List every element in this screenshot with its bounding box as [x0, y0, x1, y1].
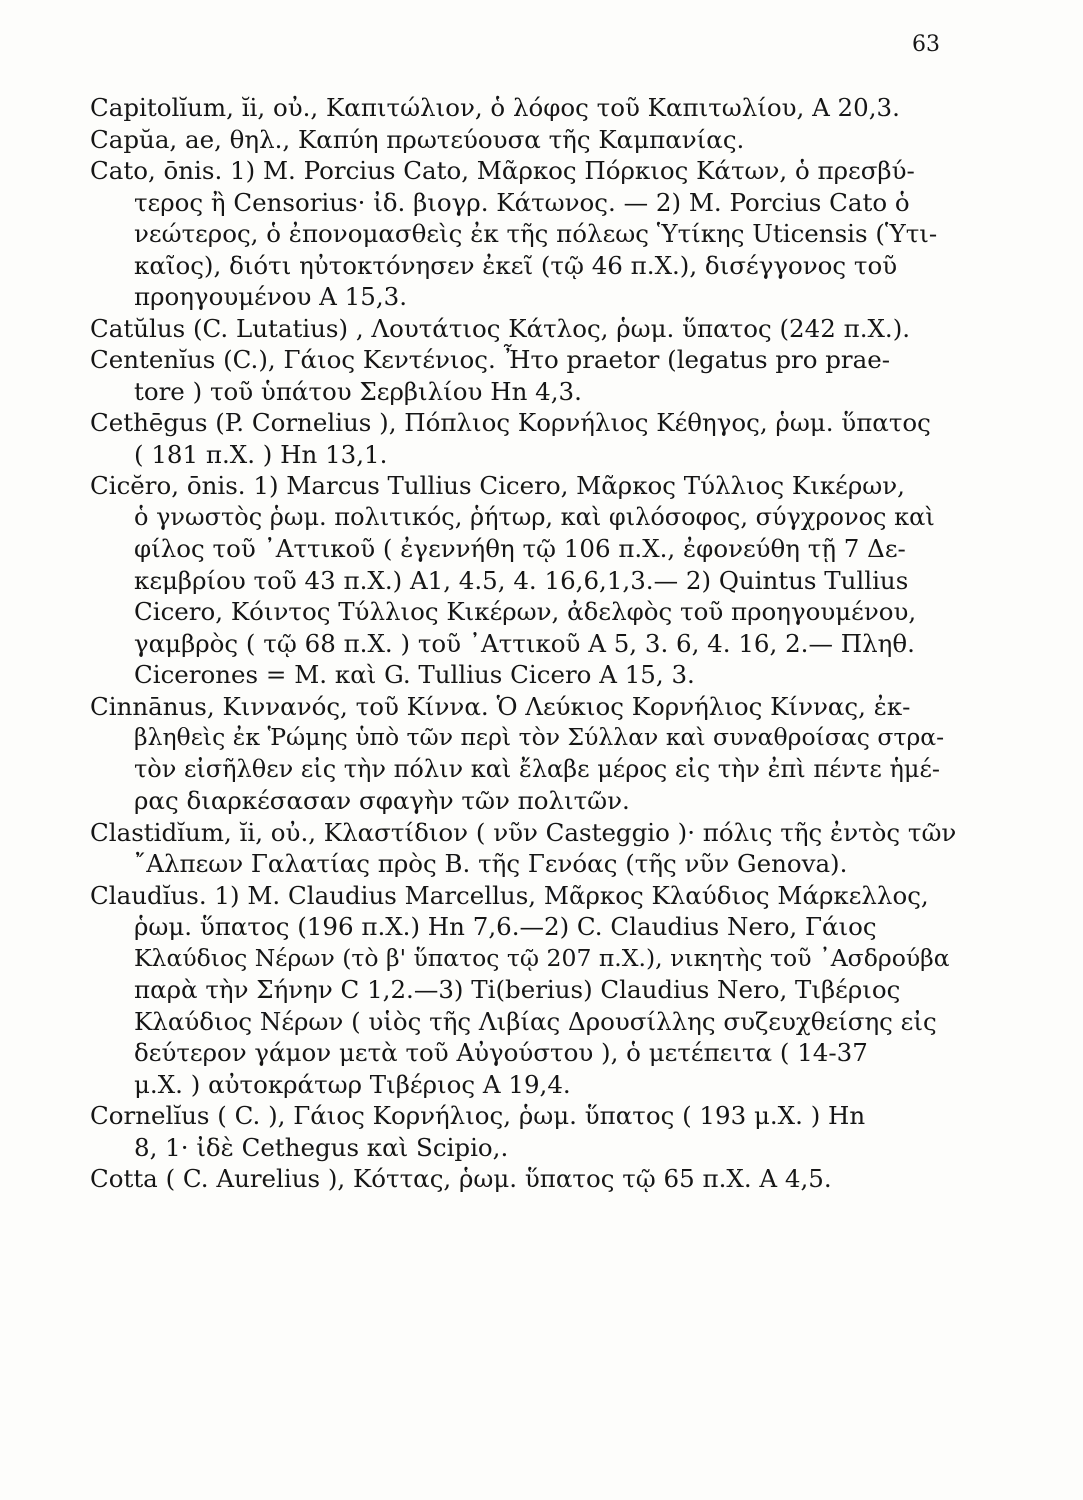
entry-headline: Cicĕro, ōnis. 1) Marcus Tullius Cicero, Μᾶρκος Τύλλιος Κικέρων,: [90, 471, 905, 500]
entry-headline: Catŭlus (C. Lutatius) , Λουτάτιος Κάτλος, ῥωμ. ὕπατος (242 π.X.).: [90, 313, 911, 343]
entry-headline: Cethēgus (P. Cornelius ), Πόπλιος Κορνήλιος Κέθηγος, ῥωμ. ὕπατος: [90, 408, 931, 437]
glossary-entry: [90, 1100, 950, 1163]
page-number: 63: [912, 32, 940, 57]
glossary-entry: [90, 344, 950, 407]
entry-headline: Centenĭus (C.), Γάιος Κεντένιος. Ἦτο praetor (legatus pro prae-: [90, 345, 891, 374]
entry-continuation-line: τερος ἢ Censorius· ἰδ. βιογρ. Κάτωνος. — 2) M. Porcius Cato ὁ: [134, 187, 910, 217]
entry-continuation-line: προηγουμένου A 15,3.: [134, 282, 407, 311]
entry-headline: Cotta ( C. Aurelius ), Κόττας, ῥωμ. ὕπατος τῷ 65 π.X. A 4,5.: [90, 1164, 832, 1193]
entry-continuation-line: ῎Αλπεων Γαλατίας πρὸς B. τῆς Γενόας (τῆς νῦν Genova).: [134, 849, 848, 878]
glossary-entry: [90, 313, 950, 345]
glossary-entry: [90, 155, 950, 313]
glossary-entry: [90, 817, 957, 880]
glossary-entry: [90, 407, 950, 470]
entry-continuation-line: ῥωμ. ὕπατος (196 π.X.) Hn 7,6.—2) C. Claudius Nero, Γάιος: [134, 912, 877, 941]
entry-continuation-line: Κλαύδιος Νέρων ( υἱὸς τῆς Λιβίας Δρουσίλλης συζευχθείσης εἰς: [134, 1006, 937, 1036]
glossary-entry: [90, 92, 950, 124]
entry-headline: Capŭa, ae, θηλ., Καπύη πρωτεύουσα τῆς Καμπανίας.: [90, 124, 745, 154]
entry-continuation-line: νεώτερος, ὁ ἐπονομασθεὶς ἐκ τῆς πόλεως Ὑτίκης Uticensis (Ὑτι-: [134, 219, 938, 248]
entry-continuation-line: τὸν εἰσῆλθεν εἰς τὴν πόλιν καὶ ἔλαβε μέρος εἰς τὴν ἐπὶ πέντε ἡμέ-: [134, 754, 940, 783]
glossary-entry: [90, 470, 950, 691]
glossary-entry: [90, 880, 950, 1101]
entry-headline: Claudĭus. 1) M. Claudius Marcellus, Μᾶρκος Κλαύδιος Μάρκελλος,: [90, 880, 929, 910]
entry-continuation-line: μ.X. ) αὐτοκράτωρ Τιβέριος A 19,4.: [134, 1069, 571, 1099]
entry-continuation-line: Cicerones = M. καὶ G. Tullius Cicero A 15, 3.: [134, 660, 695, 689]
entry-continuation-line: ( 181 π.X. ) Hn 13,1.: [134, 439, 388, 469]
entry-continuation-line: tore ) τοῦ ὑπάτου Σερβιλίου Hn 4,3.: [134, 376, 582, 406]
entry-continuation-line: Κλαύδιος Νέρων (τὸ β' ὕπατος τῷ 207 π.X.), νικητὴς τοῦ ᾽Ασδρούβα: [134, 943, 950, 972]
glossary-entry: [90, 691, 950, 817]
glossary-entry: [90, 124, 950, 156]
entry-headline: Capitolĭum, ĭi, oὐ., Καπιτώλιον, ὁ λόφος τοῦ Καπιτωλίου, A 20,3.: [90, 93, 900, 122]
entry-continuation-line: Cicero, Κόιντος Τύλλιος Κικέρων, ἀδελφὸς τοῦ προηγουμένου,: [134, 597, 917, 626]
entry-continuation-line: βληθεὶς ἐκ Ῥώμης ὑπὸ τῶν περὶ τὸν Σύλλαν καὶ συναθροίσας στρα-: [134, 723, 945, 751]
entry-continuation-line: κεμβρίου τοῦ 43 π.X.) A1, 4.5, 4. 16,6,1,3.— 2) Quintus Tullius: [134, 565, 909, 595]
entry-continuation-line: ὁ γνωστὸς ῥωμ. πολιτικός, ῥήτωρ, καὶ φιλόσοφος, σύγχρονος καὶ: [134, 502, 935, 531]
entry-headline: Clastidĭum, ĭi, oὐ., Κλαστίδιον ( νῦν Casteggio )· πόλις τῆς ἐντὸς τῶν: [90, 817, 957, 847]
entry-continuation-line: δεύτερον γάμον μετὰ τοῦ Αὐγούστου ), ὁ μετέπειτα ( 14-37: [134, 1038, 868, 1067]
glossary-entry: [90, 1163, 950, 1195]
entry-headline: Cornelĭus ( C. ), Γάιος Κορνήλιος, ῥωμ. ὕπατος ( 193 μ.X. ) Hn: [90, 1101, 866, 1130]
entry-continuation-line: παρὰ τὴν Σήνην C 1,2.—3) Ti(berius) Claudius Nero, Τιβέριος: [134, 975, 901, 1004]
entry-continuation-line: φίλος τοῦ ᾽Αττικοῦ ( ἐγεννήθη τῷ 106 π.X., ἐφονεύθη τῇ 7 Δε-: [134, 534, 906, 563]
entry-headline: Cinnānus, Κιννανός, τοῦ Κίννα. Ὁ Λεύκιος Κορνήλιος Κίννας, ἐκ-: [90, 691, 911, 721]
glossary-entries: [90, 92, 957, 1195]
entry-continuation-line: γαμβρὸς ( τῷ 68 π.X. ) τοῦ ᾽Αττικοῦ A 5, 3. 6, 4. 16, 2.— Πληθ.: [134, 628, 915, 658]
entry-continuation-line: καῖος), διότι ηὐτοκτόνησεν ἐκεῖ (τῷ 46 π.X.), δισέγγονος τοῦ: [134, 250, 898, 280]
entry-headline: Cato, ōnis. 1) M. Porcius Cato, Μᾶρκος Πόρκιος Κάτων, ὁ πρεσβύ-: [90, 156, 915, 185]
entry-continuation-line: 8, 1· ἰδὲ Cethegus καὶ Scipio,.: [134, 1132, 509, 1162]
entry-continuation-line: ρας διαρκέσασαν σφαγὴν τῶν πολιτῶν.: [134, 786, 630, 815]
